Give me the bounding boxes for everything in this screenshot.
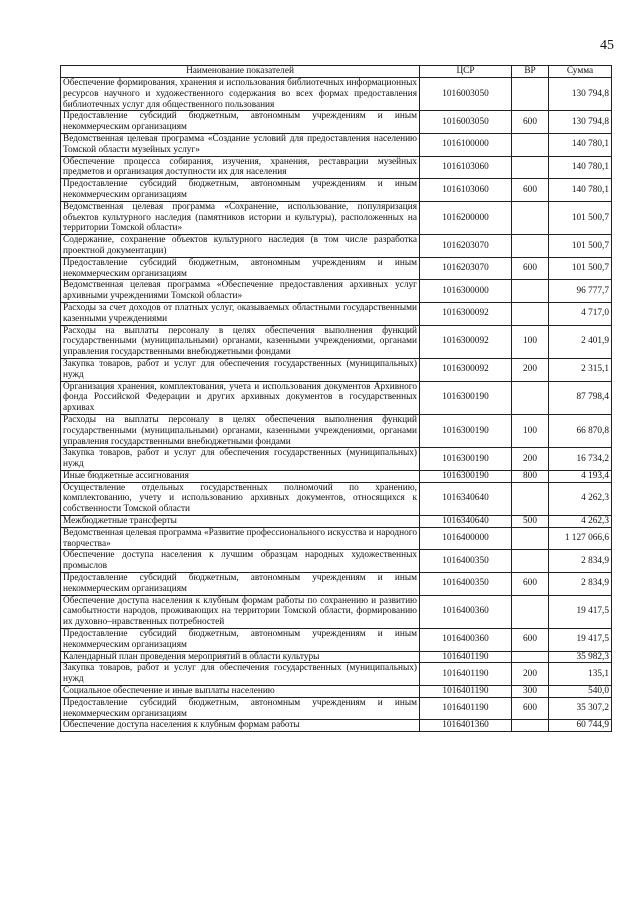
row-name-cell: Закупка товаров, работ и услуг для обеспечения государственных (муниципальных) нужд xyxy=(61,358,420,381)
row-vr-cell xyxy=(512,78,549,111)
row-vr-cell xyxy=(512,651,549,663)
row-vr-cell xyxy=(512,482,549,515)
row-name-cell: Социальное обеспечение и иные выплаты населению xyxy=(61,686,420,698)
row-vr-cell xyxy=(512,235,549,258)
row-name-cell: Предоставление субсидий бюджетным, автономным учреждениям и иным некоммерческим организациям xyxy=(61,179,420,202)
table-row xyxy=(61,470,612,482)
row-vr-cell: 200 xyxy=(512,448,549,471)
row-vr-cell xyxy=(512,201,549,234)
table-row xyxy=(61,527,612,550)
row-vr-cell: 200 xyxy=(512,358,549,381)
row-csr-cell: 1016401360 xyxy=(420,720,512,732)
row-vr-cell: 100 xyxy=(512,325,549,358)
row-vr-cell xyxy=(512,595,549,628)
row-csr-cell: 1016300190 xyxy=(420,414,512,447)
row-name-cell: Обеспечение доступа населения к клубным формам работы xyxy=(61,720,420,732)
row-vr-cell: 600 xyxy=(512,179,549,202)
row-csr-cell: 1016300092 xyxy=(420,325,512,358)
row-sum-cell: 101 500,7 xyxy=(549,235,612,258)
row-sum-cell: 4 262,3 xyxy=(549,482,612,515)
table-row xyxy=(61,78,612,111)
row-csr-cell: 1016400360 xyxy=(420,629,512,652)
row-vr-cell xyxy=(512,720,549,732)
row-name-cell: Ведомственная целевая программа «Развитие профессионального искусства и народного творчества» xyxy=(61,527,420,550)
row-vr-cell: 500 xyxy=(512,516,549,528)
row-sum-cell: 16 734,2 xyxy=(549,448,612,471)
row-name-cell: Предоставление субсидий бюджетным, автономным учреждениям и иным некоммерческим организациям xyxy=(61,573,420,596)
budget-table xyxy=(60,65,612,732)
row-vr-cell: 600 xyxy=(512,629,549,652)
table-row xyxy=(61,663,612,686)
row-csr-cell: 1016400000 xyxy=(420,527,512,550)
table-row xyxy=(61,325,612,358)
row-csr-cell: 1016300092 xyxy=(420,302,512,325)
row-csr-cell: 1016203070 xyxy=(420,257,512,280)
row-csr-cell: 1016401190 xyxy=(420,686,512,698)
row-csr-cell: 1016400350 xyxy=(420,550,512,573)
row-csr-cell: 1016401190 xyxy=(420,697,512,720)
row-sum-cell: 4 717,0 xyxy=(549,302,612,325)
table-row xyxy=(61,156,612,179)
row-sum-cell: 60 744,9 xyxy=(549,720,612,732)
row-csr-cell: 1016401190 xyxy=(420,651,512,663)
table-row xyxy=(61,651,612,663)
table-row xyxy=(61,720,612,732)
row-name-cell: Осуществление отдельных государственных полномочий по хранению, комплектованию, учету и использованию архивных документов, относящихся к собственности Томской области xyxy=(61,482,420,515)
row-sum-cell: 87 798,4 xyxy=(549,381,612,414)
table-row xyxy=(61,302,612,325)
table-row xyxy=(61,358,612,381)
row-csr-cell: 1016300092 xyxy=(420,358,512,381)
row-name-cell: Обеспечение формирования, хранения и использования библиотечных информационных ресурсов научного и художественного содержания во всех формах предоставления библиотечных услуг для общественного пользования xyxy=(61,78,420,111)
row-vr-cell: 200 xyxy=(512,663,549,686)
table-row xyxy=(61,280,612,303)
row-csr-cell: 1016300000 xyxy=(420,280,512,303)
row-sum-cell: 35 982,3 xyxy=(549,651,612,663)
row-vr-cell: 600 xyxy=(512,257,549,280)
row-name-cell: Организация хранения, комплектования, учета и использования документов Архивного фонда Российской Федерации и других архивных документов в государственных архивах xyxy=(61,381,420,414)
row-sum-cell: 4 262,3 xyxy=(549,516,612,528)
row-name-cell: Предоставление субсидий бюджетным, автономным учреждениям и иным некоммерческим организациям xyxy=(61,257,420,280)
header-csr: ЦСР xyxy=(420,66,512,78)
row-name-cell: Расходы на выплаты персоналу в целях обеспечения выполнения функций государственными (муниципальными) органами, казенными учреждениями, органами управления государственными внебюджетными фондами xyxy=(61,414,420,447)
table-row xyxy=(61,257,612,280)
row-vr-cell xyxy=(512,302,549,325)
table-body xyxy=(61,78,612,732)
table-row xyxy=(61,381,612,414)
row-sum-cell: 130 794,8 xyxy=(549,111,612,134)
row-sum-cell: 1 127 066,6 xyxy=(549,527,612,550)
table-row xyxy=(61,179,612,202)
table-row xyxy=(61,111,612,134)
page-number: 45 xyxy=(600,38,614,53)
row-vr-cell: 600 xyxy=(512,111,549,134)
row-csr-cell: 1016103060 xyxy=(420,179,512,202)
row-csr-cell: 1016300190 xyxy=(420,448,512,471)
row-vr-cell xyxy=(512,381,549,414)
row-name-cell: Закупка товаров, работ и услуг для обеспечения государственных (муниципальных) нужд xyxy=(61,448,420,471)
row-sum-cell: 2 834,9 xyxy=(549,550,612,573)
row-csr-cell: 1016100000 xyxy=(420,133,512,156)
header-vr: ВР xyxy=(512,66,549,78)
header-name: Наименование показателей xyxy=(61,66,420,78)
row-csr-cell: 1016300190 xyxy=(420,470,512,482)
row-csr-cell: 1016401190 xyxy=(420,663,512,686)
row-name-cell: Расходы на выплаты персоналу в целях обеспечения выполнения функций государственными (муниципальными) органами, казенными учреждениями, органами управления государственными внебюджетными фондами xyxy=(61,325,420,358)
table-row xyxy=(61,516,612,528)
row-name-cell: Расходы за счет доходов от платных услуг, оказываемых областными государственными казенными учреждениями xyxy=(61,302,420,325)
row-name-cell: Закупка товаров, работ и услуг для обеспечения государственных (муниципальных) нужд xyxy=(61,663,420,686)
row-name-cell: Обеспечение доступа населения к клубным формам работы по сохранению и развитию самобытности народов, проживающих на территории Томской области, формированию их духовно–нравственных потребностей xyxy=(61,595,420,628)
row-name-cell: Ведомственная целевая программа «Создание условий для предоставления населению Томской области музейных услуг» xyxy=(61,133,420,156)
table-row xyxy=(61,573,612,596)
header-sum: Сумма xyxy=(549,66,612,78)
table-header-row xyxy=(61,66,612,78)
row-vr-cell xyxy=(512,550,549,573)
row-vr-cell xyxy=(512,133,549,156)
row-sum-cell: 140 780,1 xyxy=(549,156,612,179)
row-sum-cell: 19 417,5 xyxy=(549,595,612,628)
row-csr-cell: 1016103060 xyxy=(420,156,512,179)
row-vr-cell: 300 xyxy=(512,686,549,698)
row-name-cell: Предоставление субсидий бюджетным, автономным учреждениям и иным некоммерческим организациям xyxy=(61,697,420,720)
row-csr-cell: 1016340640 xyxy=(420,482,512,515)
row-sum-cell: 101 500,7 xyxy=(549,201,612,234)
table-row xyxy=(61,235,612,258)
row-sum-cell: 135,1 xyxy=(549,663,612,686)
row-name-cell: Содержание, сохранение объектов культурного наследия (в том числе разработка проектной документации) xyxy=(61,235,420,258)
row-sum-cell: 66 870,8 xyxy=(549,414,612,447)
row-csr-cell: 1016300190 xyxy=(420,381,512,414)
row-name-cell: Предоставление субсидий бюджетным, автономным учреждениям и иным некоммерческим организациям xyxy=(61,111,420,134)
row-sum-cell: 2 834,9 xyxy=(549,573,612,596)
row-sum-cell: 2 401,9 xyxy=(549,325,612,358)
row-vr-cell: 600 xyxy=(512,697,549,720)
table-row xyxy=(61,595,612,628)
row-vr-cell: 800 xyxy=(512,470,549,482)
table-row xyxy=(61,414,612,447)
row-sum-cell: 540,0 xyxy=(549,686,612,698)
row-vr-cell: 600 xyxy=(512,573,549,596)
table-row xyxy=(61,550,612,573)
row-csr-cell: 1016340640 xyxy=(420,516,512,528)
table-row xyxy=(61,686,612,698)
row-name-cell: Предоставление субсидий бюджетным, автономным учреждениям и иным некоммерческим организациям xyxy=(61,629,420,652)
row-sum-cell: 2 315,1 xyxy=(549,358,612,381)
table-row xyxy=(61,448,612,471)
row-csr-cell: 1016003050 xyxy=(420,111,512,134)
row-vr-cell xyxy=(512,156,549,179)
row-vr-cell xyxy=(512,280,549,303)
row-name-cell: Межбюджетные трансферты xyxy=(61,516,420,528)
row-name-cell: Календарный план проведения мероприятий в области культуры xyxy=(61,651,420,663)
table-row xyxy=(61,201,612,234)
row-sum-cell: 4 193,4 xyxy=(549,470,612,482)
table-row xyxy=(61,629,612,652)
table-row xyxy=(61,697,612,720)
row-sum-cell: 101 500,7 xyxy=(549,257,612,280)
row-csr-cell: 1016200000 xyxy=(420,201,512,234)
row-sum-cell: 19 417,5 xyxy=(549,629,612,652)
row-name-cell: Ведомственная целевая программа «Обеспечение предоставления архивных услуг архивными учреждениями Томской области» xyxy=(61,280,420,303)
row-name-cell: Иные бюджетные ассигнования xyxy=(61,470,420,482)
row-csr-cell: 1016003050 xyxy=(420,78,512,111)
row-name-cell: Ведомственная целевая программа «Сохранение, использование, популяризация объектов культурного наследия (памятников истории и культуры), расположенных на территории Томской области» xyxy=(61,201,420,234)
row-csr-cell: 1016203070 xyxy=(420,235,512,258)
row-sum-cell: 96 777,7 xyxy=(549,280,612,303)
row-name-cell: Обеспечение процесса собирания, изучения, хранения, реставрации музейных предметов и организация доступности их для населения xyxy=(61,156,420,179)
row-sum-cell: 130 794,8 xyxy=(549,78,612,111)
table-row xyxy=(61,133,612,156)
row-csr-cell: 1016400360 xyxy=(420,595,512,628)
row-vr-cell: 100 xyxy=(512,414,549,447)
row-vr-cell xyxy=(512,527,549,550)
row-csr-cell: 1016400350 xyxy=(420,573,512,596)
row-name-cell: Обеспечение доступа населения к лучшим образцам народных художественных промыслов xyxy=(61,550,420,573)
row-sum-cell: 140 780,1 xyxy=(549,179,612,202)
row-sum-cell: 140 780,1 xyxy=(549,133,612,156)
table-row xyxy=(61,482,612,515)
row-sum-cell: 35 307,2 xyxy=(549,697,612,720)
